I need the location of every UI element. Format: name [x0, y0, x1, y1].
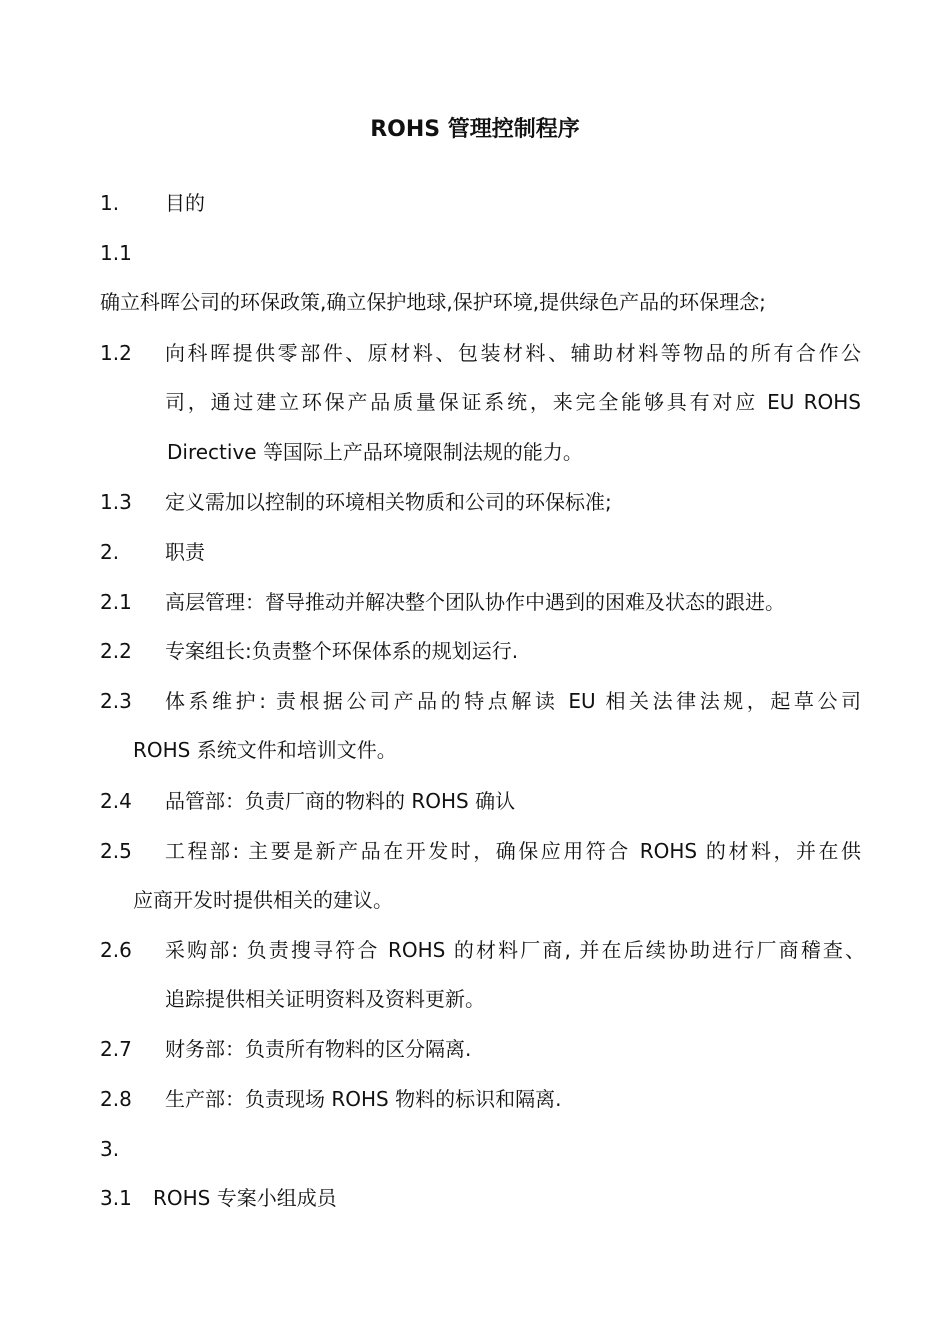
paragraph-line: 追踪提供相关证明资料及资料更新。 — [165, 987, 485, 1011]
section-number: 3.1 — [100, 1186, 132, 1210]
section-number: 2.4 — [100, 789, 132, 813]
section-number: 2. — [100, 540, 120, 564]
section-number: 2.8 — [100, 1087, 132, 1111]
paragraph-line: 应商开发时提供相关的建议。 — [133, 888, 393, 912]
section-number: 1.1 — [100, 241, 132, 265]
section-number: 2.3 — [100, 689, 132, 713]
section-number: 1.3 — [100, 490, 132, 514]
section-number: 2.5 — [100, 839, 132, 863]
section-number: 2.6 — [100, 938, 132, 962]
section-number: 2.7 — [100, 1037, 132, 1061]
section-number: 2.2 — [100, 639, 132, 663]
paragraph-line: ROHS 系统文件和培训文件。 — [133, 738, 397, 762]
section-number: 1. — [100, 191, 120, 215]
paragraph-line: 向科晖提供零部件、原材料、包装材料、辅助材料等物品的所有合作公 — [165, 341, 861, 365]
paragraph-line: 工程部: 主要是新产品在开发时，确保应用符合 ROHS 的材料，并在供 — [165, 839, 861, 863]
paragraph-line: 体系维护: 责根据公司产品的特点解读 EU 相关法律法规，起草公司 — [165, 689, 861, 713]
paragraph-line: 采购部: 负责搜寻符合 ROHS 的材料厂商, 并在后续协助进行厂商稽查、 — [165, 938, 865, 962]
paragraph-text: 专案组长:负责整个环保体系的规划运行. — [165, 639, 519, 663]
section-number: 3. — [100, 1137, 120, 1161]
section-number: 2.1 — [100, 590, 132, 614]
section-number: 1.2 — [100, 341, 132, 365]
paragraph-text: 定义需加以控制的环境相关物质和公司的环保标准; — [165, 490, 612, 514]
section-heading: 职责 — [165, 540, 205, 564]
paragraph-text: 品管部：负责厂商的物料的 ROHS 确认 — [165, 789, 516, 813]
paragraph-text: 高层管理：督导推动并解决整个团队协作中遇到的困难及状态的跟进。 — [165, 590, 785, 614]
paragraph-text: ROHS 专案小组成员 — [153, 1186, 337, 1210]
paragraph-line: 司，通过建立环保产品质量保证系统，来完全能够具有对应 EU ROHS — [165, 390, 861, 414]
document-title: ROHS 管理控制程序 — [370, 117, 580, 142]
section-heading: 目的 — [165, 191, 205, 215]
paragraph-text: 生产部：负责现场 ROHS 物料的标识和隔离. — [165, 1087, 562, 1111]
paragraph-line: Directive 等国际上产品环境限制法规的能力。 — [167, 440, 583, 464]
paragraph-text: 确立科晖公司的环保政策,确立保护地球,保护环境,提供绿色产品的环保理念; — [100, 290, 766, 314]
paragraph-text: 财务部：负责所有物料的区分隔离. — [165, 1037, 472, 1061]
